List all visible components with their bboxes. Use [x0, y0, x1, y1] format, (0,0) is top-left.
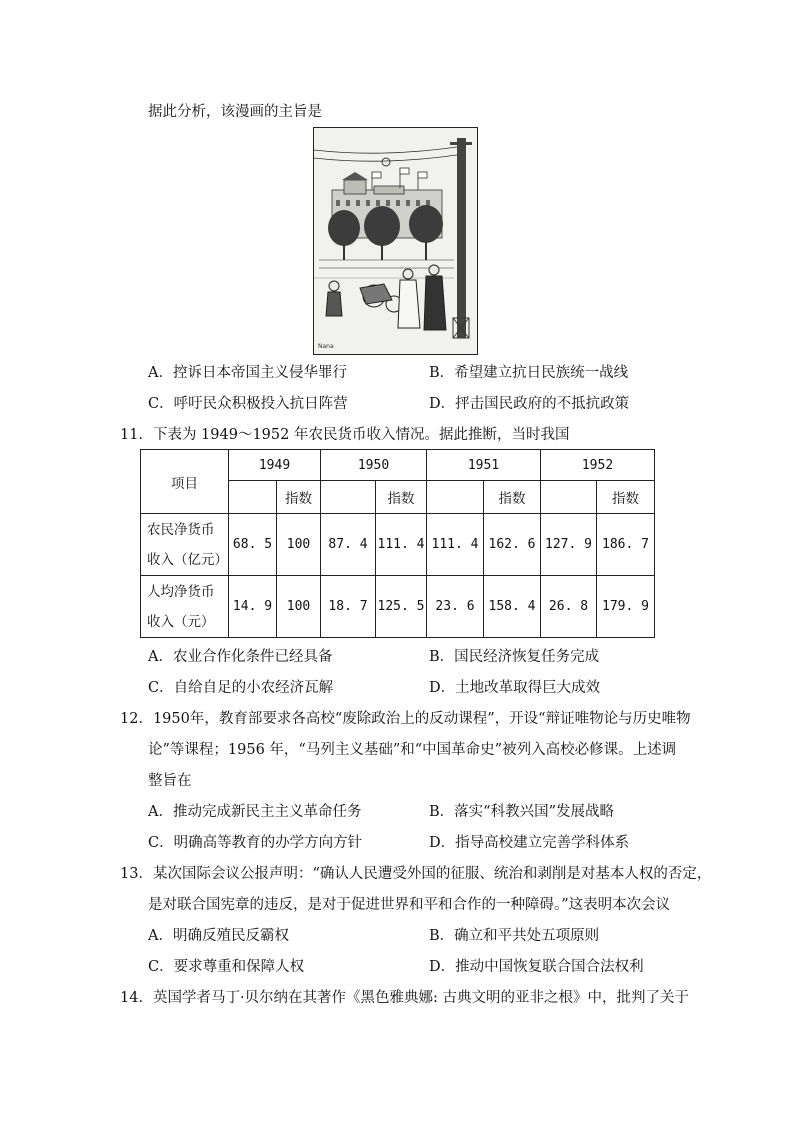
cartoon-image [313, 127, 478, 355]
blank-subheader [229, 481, 277, 514]
table-cell: 100 [277, 514, 321, 576]
index-subheader: 指数 [376, 481, 427, 514]
q11-option-a: A．农业合作化条件已经具备 [148, 649, 333, 665]
q11-option-d: D．土地改革取得巨大成效 [429, 680, 601, 696]
income-table [140, 449, 655, 638]
question-12-line-1: 12．1950年，教育部要求各高校“废除政治上的反动课程”，开设“辩证唯物论与历史唯物 [120, 711, 691, 727]
table-header-row [141, 450, 655, 481]
q11-option-c: C．自给自足的小农经济瓦解 [148, 680, 334, 696]
blank-subheader [541, 481, 597, 514]
q13-option-a: A．明确反殖民反霸权 [148, 928, 289, 944]
table-cell: 111. 4 [427, 514, 484, 576]
year-header: 1952 [541, 450, 655, 481]
table-cell: 125. 5 [376, 576, 427, 638]
q12-option-b: B．落实“科教兴国”发展战略 [429, 804, 614, 820]
table-cell: 162. 6 [484, 514, 541, 576]
table-cell: 158. 4 [484, 576, 541, 638]
table-cell: 18. 7 [321, 576, 376, 638]
row-label-line: 收入（亿元） [147, 551, 228, 568]
year-header: 1949 [229, 450, 321, 481]
blank-subheader [427, 481, 484, 514]
q13-option-c: C．要求尊重和保障人权 [148, 959, 305, 975]
table-row [141, 514, 655, 576]
q11-option-b: B．国民经济恢复任务完成 [429, 649, 600, 665]
question-13-line-2: 是对联合国宪章的违反，是对于促进世界和平和合作的一种障碍。”这表明本次会议 [148, 897, 671, 913]
table-cell: 23. 6 [427, 576, 484, 638]
year-header: 1951 [427, 450, 541, 481]
table-cell: 100 [277, 576, 321, 638]
q13-option-b: B．确立和平共处五项原则 [429, 928, 600, 944]
question-11-stem: 11．下表为 1949～1952 年农民货币收入情况。据此推断，当时我国 [120, 427, 570, 443]
q10-option-c: C．呼吁民众积极投入抗日阵营 [148, 396, 348, 412]
table-cell: 14. 9 [229, 576, 277, 638]
question-10-intro: 据此分析，该漫画的主旨是 [148, 104, 322, 120]
q13-option-d: D．推动中国恢复联合国合法权利 [429, 959, 644, 975]
q12-option-d: D．指导高校建立完善学科体系 [429, 835, 630, 851]
question-12-line-3: 整旨在 [148, 773, 192, 789]
question-14-line-1: 14．英国学者马丁·贝尔纳在其著作《黑色雅典娜: 古典文明的亚非之根》中，批判了关于 [120, 990, 690, 1006]
blank-subheader [321, 481, 376, 514]
q12-option-a: A．推动完成新民主主义革命任务 [148, 804, 362, 820]
cartoon-drawing [314, 128, 477, 354]
index-subheader: 指数 [277, 481, 321, 514]
year-header: 1950 [321, 450, 427, 481]
table-cell: 26. 8 [541, 576, 597, 638]
question-13-line-1: 13．某次国际会议公报声明：“确认人民遭受外国的征服、统治和剥削是对基本人权的否定， [120, 866, 712, 882]
index-subheader: 指数 [484, 481, 541, 514]
row-label-line: 农民净货币 [147, 521, 215, 538]
cartoon-signature: Nana [318, 343, 334, 350]
table-row [141, 576, 655, 638]
row-label [141, 514, 229, 576]
row-label [141, 576, 229, 638]
question-12-line-2: 论”等课程；1956 年，“马列主义基础”和“中国革命史”被列入高校必修课。上述调 [148, 742, 677, 758]
index-subheader: 指数 [597, 481, 655, 514]
table-cell: 68. 5 [229, 514, 277, 576]
q12-option-c: C．明确高等教育的办学方向方针 [148, 835, 363, 851]
table-cell: 179. 9 [597, 576, 655, 638]
table-cell: 111. 4 [376, 514, 427, 576]
table-cell: 186. 7 [597, 514, 655, 576]
q10-option-b: B．希望建立抗日民族统一战线 [429, 365, 629, 381]
table-cell: 127. 9 [541, 514, 597, 576]
q10-option-d: D．抨击国民政府的不抵抗政策 [429, 396, 630, 412]
q10-option-a: A．控诉日本帝国主义侵华罪行 [148, 365, 347, 381]
item-header: 项目 [141, 450, 229, 514]
row-label-line: 收入（元） [147, 613, 215, 630]
table-cell: 87. 4 [321, 514, 376, 576]
row-label-line: 人均净货币 [147, 583, 215, 600]
